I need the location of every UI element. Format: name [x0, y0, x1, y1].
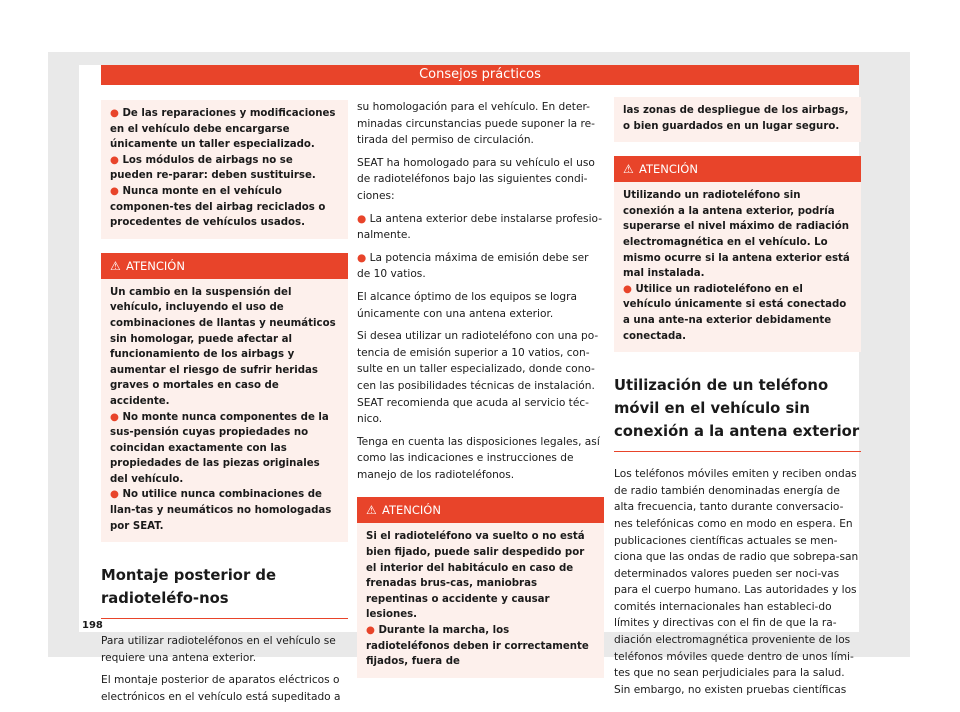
bullet-icon: ●	[110, 489, 119, 501]
list-item: ● De las reparaciones y modificaciones en el vehículo debe encargarse únicamente un taller especializado.	[110, 108, 336, 151]
info-box	[101, 100, 348, 239]
paragraph: Los teléfonos móviles emiten y reciben ondas de radio también denominadas energía de alta frecuencia, tanto durante conversacio-nes telefónicas como en modo en espera. En publicaciones científicas actuales se men-ciona que las ondas de radio que sobrepa-san determinados valores pueden ser noci-vas para el cuerpo humano. Las autoridades y los comités internacionales han estableci-do límites y directivas con el fin de que la ra-diación electromagnética proveniente de los teléfonos móviles quede dentro de unos lími-tes que no sean perjudiciales para la salud. Sin embargo, no existen pruebas científicas	[614, 468, 859, 696]
bullet-icon: ●	[357, 212, 367, 225]
paragraph: Si desea utilizar un radioteléfono con una po-tencia de emisión superior a 10 vatios, con-sulte en un taller especializado, donde cono-cen las posibilidades técnicas de instalación. SEAT recomienda que acuda al servicio téc-nico.	[357, 330, 599, 426]
section-header: Consejos prácticos	[101, 65, 859, 85]
column-2	[357, 99, 604, 678]
page-number: 198	[82, 620, 103, 631]
bullet-icon: ●	[110, 411, 119, 423]
paragraph: SEAT ha homologado para su vehículo el uso de radioteléfonos bajo las siguientes condi-ciones:	[357, 156, 595, 202]
info-box-text: las zonas de despliegue de los airbags, o bien guardados en un lugar seguro.	[623, 105, 849, 132]
list-item: ● Durante la marcha, los radioteléfonos deben ir correctamente fijados, fuera de	[366, 625, 589, 668]
section-heading: Montaje posterior de radioteléfo-nos	[101, 564, 348, 619]
column-1	[101, 100, 348, 712]
warning-box	[101, 253, 348, 543]
warning-triangle-icon: ⚠	[623, 162, 634, 177]
bullet-icon: ●	[110, 154, 119, 166]
warning-header: ⚠ ATENCIÓN	[101, 253, 348, 279]
bullet-icon: ●	[110, 185, 119, 197]
column-3	[614, 97, 861, 704]
bullet-icon: ●	[366, 625, 375, 637]
warning-intro: Un cambio en la suspensión del vehículo, incluyendo el uso de combinaciones de llantas y neumáticos sin homologar, puede afectar al funcionamiento de los airbags y aumentar el riesgo de sufrir heridas graves o mortales en caso de accidente.	[110, 286, 336, 407]
warning-intro: Utilizando un radioteléfono sin conexión a la antena exterior, podría superarse el nivel máximo de radiación electromagnética en el vehículo. Lo mismo ocurre si la antena exterior está mal instalada.	[623, 190, 850, 280]
warning-triangle-icon: ⚠	[366, 503, 377, 518]
paragraph: su homologación para el vehículo. En deter-minadas circunstancias puede suponer la re-tirada del permiso de circulación.	[357, 101, 595, 147]
paragraph: Tenga en cuenta las disposiciones legales, así como las indicaciones e instrucciones de manejo de los radioteléfonos.	[357, 435, 600, 481]
list-item: ● No utilice nunca combinaciones de llan-tas y neumáticos no homologadas por SEAT.	[110, 489, 332, 532]
list-item: ● Nunca monte en el vehículo componen-tes del airbag reciclados o procedentes de vehículos usados.	[110, 185, 326, 229]
paragraph: El alcance óptimo de los equipos se logra únicamente con una antena exterior.	[357, 290, 577, 320]
warning-body	[614, 182, 861, 352]
warning-header: ⚠ ATENCIÓN	[614, 156, 861, 182]
warning-triangle-icon: ⚠	[110, 258, 121, 273]
paragraph: Para utilizar radioteléfonos en el vehículo se requiere una antena exterior.	[101, 635, 336, 664]
list-item: ● La antena exterior debe instalarse profesio-nalmente.	[357, 212, 603, 242]
bullet-icon: ●	[623, 283, 632, 295]
bullet-icon: ●	[110, 108, 119, 119]
list-item: ● Utilice un radioteléfono en el vehículo únicamente si está conectado a una ante-na exterior debidamente conectada.	[623, 283, 847, 342]
list-item: ● La potencia máxima de emisión debe ser de 10 vatios.	[357, 251, 589, 281]
warning-body	[357, 523, 604, 677]
list-item: ● No monte nunca componentes de la sus-pensión cuyas propiedades no coincidan exactamente con las propiedades de las piezas originales del vehículo.	[110, 411, 329, 485]
section-heading: Utilización de un teléfono móvil en el vehículo sin conexión a la antena exterior	[614, 374, 861, 452]
list-item: ● Los módulos de airbags no se pueden re-parar: deben sustituirse.	[110, 154, 316, 182]
warning-intro: Si el radioteléfono va suelto o no está bien fijado, puede salir despedido por el interior del habitáculo en caso de frenadas brus-cas, maniobras repentinas o accidente y causar lesiones.	[366, 531, 585, 621]
warning-box	[614, 156, 861, 352]
info-box	[614, 97, 861, 142]
warning-body	[101, 279, 348, 543]
warning-box	[357, 497, 604, 677]
paragraph: El montaje posterior de aparatos eléctricos o electrónicos en el vehículo está supeditado a	[101, 674, 341, 704]
bullet-icon: ●	[357, 251, 367, 264]
warning-header: ⚠ ATENCIÓN	[357, 497, 604, 523]
